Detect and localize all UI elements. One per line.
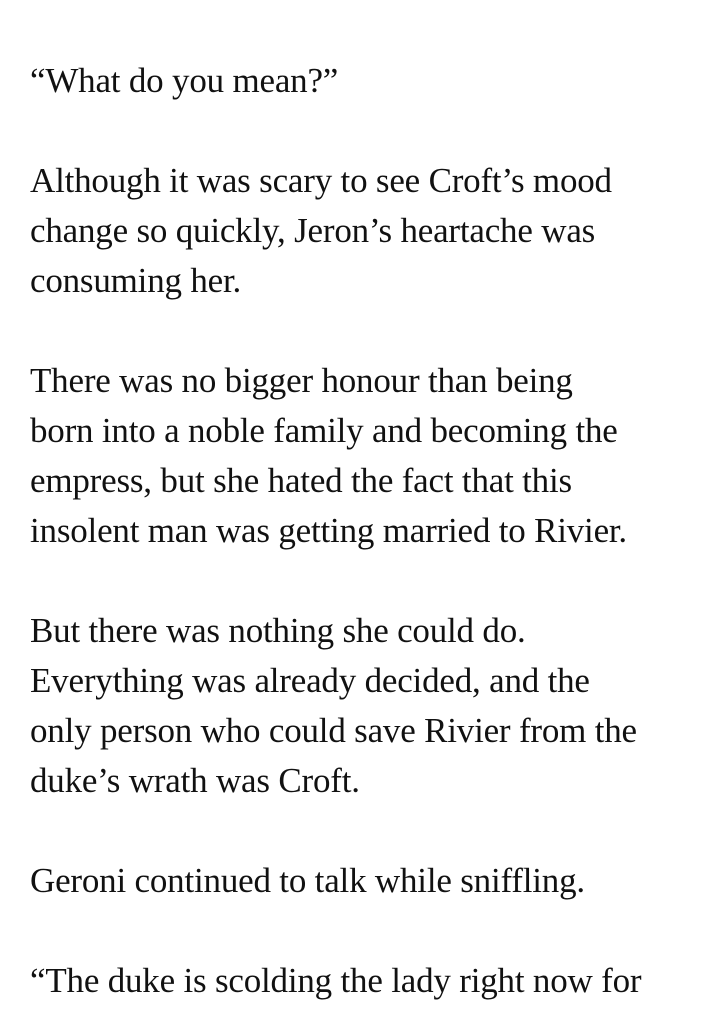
text-line: born into a noble family and becoming the (30, 411, 618, 450)
text-line: Although it was scary to see Croft’s mood (30, 161, 612, 200)
paragraph-5 (30, 856, 710, 906)
text-line: consuming her. (30, 261, 242, 300)
text-line: Geroni continued to talk while sniffling. (30, 861, 585, 900)
paragraph-2 (30, 156, 710, 306)
text-line: only person who could save Rivier from the (30, 711, 637, 750)
text-line: duke’s wrath was Croft. (30, 761, 360, 800)
text-line: There was no bigger honour than being (30, 361, 573, 400)
text-line: insolent man was getting married to Rivier. (30, 511, 627, 550)
text-line: Everything was already decided, and the (30, 661, 590, 700)
paragraph-1 (30, 56, 710, 106)
text-line: “The duke is scolding the lady right now for (30, 961, 642, 1000)
text-line: “What do you mean?” (30, 61, 339, 100)
paragraph-6 (30, 956, 710, 1006)
text-line: change so quickly, Jeron’s heartache was (30, 211, 596, 250)
text-line: But there was nothing she could do. (30, 611, 526, 650)
text-body (30, 56, 710, 1009)
text-line: empress, but she hated the fact that this (30, 461, 572, 500)
paragraph-4 (30, 606, 710, 806)
paragraph-3 (30, 356, 710, 556)
